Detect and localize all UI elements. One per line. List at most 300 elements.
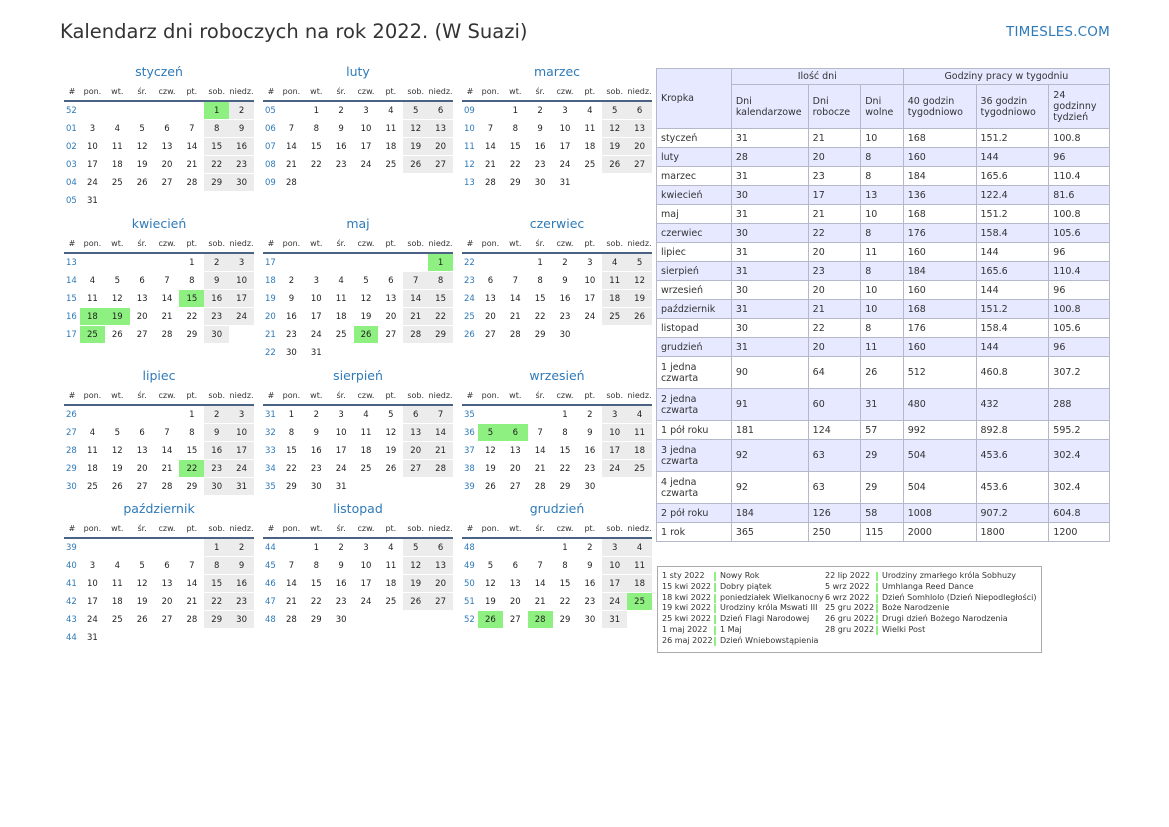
day-cell: 4 [89,427,96,438]
table-cell: 8 [861,148,903,167]
day-cell [478,539,503,556]
holidays-legend [657,566,1042,653]
day-cell: 2 [288,275,295,286]
day-cell [428,174,453,191]
day-cell [627,326,652,343]
table-cell: 20 [808,281,861,300]
week-number-header: # [267,390,275,400]
day-cell: 26 [602,156,627,173]
day-cell [528,406,553,423]
day-cell: 4 [627,539,652,556]
day-cell: 15 [534,293,546,304]
day-cell: 14 [286,578,297,589]
week-number: 30 [66,481,77,492]
day-cell: 29 [204,611,229,628]
week-number: 44 [66,632,77,643]
day-cell: 27 [403,460,428,477]
day-cell: 21 [509,311,521,322]
day-cell: 18 [602,290,627,307]
day-cell: 12 [136,578,148,589]
day-cell: 15 [310,578,322,589]
day-cell: 14 [161,445,173,456]
holiday-day-cell: 25 [80,326,105,343]
table-cell: 176 [903,224,976,243]
day-cell [105,254,130,271]
weekday-label: pt. [186,390,198,400]
day-cell: 10 [602,557,627,574]
period-label: 1 pół roku [657,421,732,440]
weekday-label: sob. [606,390,624,400]
month-listopad [263,501,453,629]
day-cell: 17 [229,442,254,459]
holiday-name: Drugi dzień Bożego Narodzenia [882,614,1008,624]
holiday-date: 22 lip 2022 [825,571,871,580]
weekday-label: niedz. [428,86,453,96]
day-cell: 13 [136,293,148,304]
table-cell: 63 [808,472,861,504]
day-cell: 3 [363,542,369,553]
day-cell: 10 [360,560,372,571]
weekday-header [462,82,652,102]
table-cell: 122.4 [976,186,1049,205]
day-cell [229,326,254,343]
day-cell [528,539,553,556]
holiday-name: Dzień Flagi Narodowej [720,614,810,624]
day-cell: 3 [602,539,627,556]
holiday-marker [714,604,716,613]
day-cell: 20 [485,311,496,322]
table-cell: 17 [808,186,861,205]
table-cell: 1800 [976,523,1049,542]
week-number: 11 [464,141,475,152]
day-cell [329,344,354,361]
day-cell: 11 [627,424,652,441]
day-cell: 2 [229,102,254,119]
day-cell [304,174,329,191]
day-cell: 26 [136,614,148,625]
day-cell [403,254,428,271]
day-cell: 23 [204,308,229,325]
day-cell: 2 [537,105,543,116]
day-cell: 6 [428,102,453,119]
day-cell: 3 [587,257,593,268]
day-cell [204,629,229,646]
day-cell: 11 [87,293,98,304]
table-cell: 21 [808,300,861,319]
table-row [657,243,1110,262]
day-cell: 7 [487,123,494,134]
month-lipiec [64,368,254,496]
day-cell: 7 [288,560,295,571]
month-grid [263,254,453,362]
weekday-label: pt. [186,86,198,96]
week-number: 22 [265,347,276,358]
table-cell: 13 [861,186,903,205]
week-number: 16 [66,311,77,322]
week-number: 42 [66,596,77,607]
week-number: 10 [464,123,475,134]
holiday-date: 5 wrz 2022 [825,581,870,591]
day-cell [279,102,304,119]
day-cell: 28 [534,481,546,492]
day-cell: 8 [313,123,319,134]
month-grid [462,539,652,629]
day-cell: 9 [338,560,344,571]
day-cell: 7 [164,427,170,438]
day-cell: 5 [114,275,120,286]
day-cell: 12 [136,141,148,152]
table-cell: 31 [731,262,808,281]
day-cell: 2 [338,105,344,116]
day-cell [80,102,105,119]
day-cell: 9 [204,424,229,441]
week-number: 13 [66,257,77,268]
day-cell: 26 [627,308,652,325]
day-cell: 31 [310,347,322,358]
day-cell: 31 [559,177,571,188]
holiday-day-cell: 15 [179,290,204,307]
day-cell: 8 [562,427,568,438]
table-cell: 181 [731,421,808,440]
day-cell: 23 [335,596,347,607]
table-cell: 31 [861,389,903,421]
week-number: 48 [464,542,475,553]
day-cell: 28 [161,481,173,492]
day-cell: 12 [627,272,652,289]
table-cell: 453.6 [976,440,1049,472]
holiday-name: 1 Maj [720,624,742,634]
holiday-day-cell: 5 [478,424,503,441]
day-cell: 7 [512,275,518,286]
weekday-label: niedz. [229,390,254,400]
weekday-label: niedz. [229,238,254,248]
day-cell: 19 [485,596,496,607]
day-cell: 18 [584,141,596,152]
day-cell: 13 [627,120,652,137]
table-cell: 10 [861,205,903,224]
table-cell: 20 [808,338,861,357]
weekday-label: śr. [137,523,147,533]
day-cell: 1 [313,542,319,553]
table-cell: 29 [861,440,903,472]
day-cell: 6 [627,102,652,119]
day-cell: 18 [335,311,347,322]
table-cell: 160 [903,338,976,357]
table-row [657,224,1110,243]
table-cell: 30 [731,186,808,205]
day-cell: 13 [385,293,397,304]
table-cell: 23 [808,262,861,281]
table-cell: 92 [731,440,808,472]
hours-group-header: Godziny pracy w tygodniu [903,69,1109,85]
day-cell: 20 [403,442,428,459]
week-number: 51 [464,596,475,607]
day-cell: 24 [559,159,571,170]
day-cell: 21 [428,442,453,459]
day-cell: 27 [136,481,148,492]
week-number: 36 [464,427,475,438]
day-cell: 1 [512,105,518,116]
day-cell: 8 [428,272,453,289]
weekday-label: niedz. [627,523,652,533]
table-cell: 158.4 [976,319,1049,338]
day-cell: 6 [164,560,170,571]
day-cell: 2 [338,542,344,553]
day-cell: 17 [602,442,627,459]
day-cell: 26 [485,481,496,492]
table-cell: 31 [731,167,808,186]
day-cell: 3 [313,275,319,286]
day-cell [105,406,130,423]
day-cell: 21 [534,596,546,607]
table-row [657,440,1110,472]
day-cell: 4 [114,123,120,134]
day-cell: 3 [89,123,96,134]
day-cell [179,539,204,556]
weekday-label: pon. [282,390,301,400]
holiday-day-cell: 26 [478,611,503,628]
month-grid [64,539,254,647]
day-cell: 31 [87,195,98,206]
day-cell: 3 [602,406,627,423]
day-cell: 20 [428,138,453,155]
week-number: 32 [265,427,276,438]
day-cell: 20 [428,575,453,592]
day-cell: 26 [111,329,123,340]
day-cell: 23 [534,159,546,170]
table-cell: 100.8 [1049,129,1110,148]
table-cell: 96 [1049,148,1110,167]
table-cell: 604.8 [1049,504,1110,523]
table-cell: 11 [861,243,903,262]
day-cell: 27 [385,329,397,340]
day-cell: 23 [286,329,297,340]
week-number: 17 [265,257,276,268]
weekday-label: sob. [407,523,425,533]
day-cell: 18 [385,141,397,152]
day-cell: 3 [229,254,254,271]
month-name: styczeń [135,64,183,79]
period-label: styczeń [657,129,732,148]
week-number: 38 [464,463,475,474]
weekday-label: śr. [137,390,147,400]
day-cell: 11 [87,445,98,456]
week-number: 04 [66,177,77,188]
day-cell: 22 [559,596,571,607]
day-cell: 14 [509,293,521,304]
day-cell: 9 [338,123,344,134]
week-number-header: # [68,390,76,400]
week-number: 09 [265,177,276,188]
month-marzec [462,64,652,192]
day-cell: 27 [161,177,173,188]
day-cell: 22 [428,308,453,325]
weekday-label: pt. [584,86,596,96]
weekday-label: pt. [385,86,397,96]
day-cell: 20 [161,596,173,607]
day-cell [354,174,379,191]
day-cell: 22 [509,159,521,170]
holiday-entry [825,603,1040,614]
day-cell: 4 [587,105,593,116]
day-cell: 6 [139,275,145,286]
month-name: lipiec [142,368,176,383]
weekday-label: pt. [186,238,198,248]
day-cell: 19 [403,575,428,592]
day-cell: 30 [204,478,229,495]
day-cell: 23 [310,463,322,474]
holiday-entry [662,571,827,582]
table-row [657,129,1110,148]
week-number: 40 [66,560,77,571]
weekday-header [64,386,254,406]
weekday-label: śr. [137,86,147,96]
week-number: 35 [464,409,475,420]
day-cell: 9 [204,272,229,289]
holiday-entry [825,625,1040,636]
day-cell: 11 [385,560,397,571]
month-name: wrzesień [529,368,585,383]
day-cell: 5 [403,102,428,119]
day-cell: 28 [286,614,297,625]
day-cell [403,611,428,628]
weekday-label: pt. [385,390,397,400]
day-cell: 16 [204,290,229,307]
week-number: 52 [66,105,77,116]
weekday-label: czw. [158,523,176,533]
weekday-label: wt. [111,86,124,96]
day-cell: 15 [509,141,521,152]
table-cell: 57 [861,421,903,440]
day-cell [403,174,428,191]
day-cell [403,344,428,361]
weekday-label: czw. [556,238,574,248]
table-cell: 907.2 [976,504,1049,523]
table-cell: 1008 [903,504,976,523]
day-cell: 7 [189,123,195,134]
month-name: grudzień [529,501,585,516]
table-cell: 91 [731,389,808,421]
table-cell: 432 [976,389,1049,421]
holiday-day-cell: 1 [428,254,453,271]
period-label: czerwiec [657,224,732,243]
day-cell: 25 [87,481,98,492]
table-cell: 160 [903,148,976,167]
day-cell: 3 [363,105,369,116]
month-name: czerwiec [529,216,585,231]
table-cell: 31 [731,243,808,262]
week-number: 50 [464,578,475,589]
table-cell: 176 [903,319,976,338]
weekday-label: pt. [385,523,397,533]
holiday-day-cell: 28 [528,611,553,628]
day-cell: 1 [288,409,295,420]
holiday-day-cell: 1 [204,102,229,119]
day-cell: 7 [537,560,543,571]
day-cell: 14 [186,578,198,589]
month-grid [462,406,652,496]
holiday-day-cell: 18 [80,308,105,325]
day-cell: 5 [363,275,369,286]
day-cell [354,344,379,361]
week-number: 26 [464,329,475,340]
week-number: 41 [66,578,77,589]
day-cell: 19 [602,138,627,155]
table-cell: 22 [808,319,861,338]
day-cell: 8 [313,560,319,571]
day-cell: 24 [360,596,372,607]
day-cell [130,406,155,423]
weekday-label: czw. [357,86,375,96]
table-cell: 11 [861,338,903,357]
month-grid [263,539,453,629]
weekday-header [263,386,453,406]
table-cell: 124 [808,421,861,440]
week-number: 37 [464,445,475,456]
day-cell: 4 [388,105,394,116]
day-cell: 13 [428,120,453,137]
table-cell: 160 [903,281,976,300]
day-cell [627,611,652,628]
weekday-label: niedz. [428,523,453,533]
month-grid [263,102,453,192]
day-cell [155,192,180,209]
weekday-label: czw. [556,523,574,533]
day-cell: 20 [509,463,521,474]
month-kwiecień [64,216,254,344]
weekday-label: wt. [509,86,522,96]
brand-link[interactable]: TIMESLES.COM [1006,24,1110,40]
holiday-entry [662,593,827,604]
weekday-header [263,234,453,254]
day-cell: 2 [313,409,319,420]
day-cell: 17 [229,290,254,307]
day-cell: 8 [204,120,229,137]
day-cell: 14 [534,578,546,589]
weekday-label: sob. [606,523,624,533]
day-cell: 18 [627,575,652,592]
weekday-label: pt. [385,238,397,248]
weekday-header [462,234,652,254]
day-cell: 28 [428,460,453,477]
holiday-marker [876,626,878,635]
table-cell: 365 [731,523,808,542]
day-cell: 19 [627,290,652,307]
day-cell: 18 [627,442,652,459]
holiday-marker [714,583,716,592]
column-header: Dni wolne [861,85,903,129]
table-cell: 10 [861,281,903,300]
day-cell [503,539,528,556]
table-cell: 20 [808,243,861,262]
day-cell: 17 [360,578,372,589]
holiday-entry [825,582,1040,593]
week-number-header: # [466,523,474,533]
month-grudzień [462,501,652,629]
day-cell [329,254,354,271]
weekday-header [64,82,254,102]
day-cell: 2 [562,257,568,268]
holiday-marker [714,637,716,646]
day-cell: 12 [385,427,397,438]
table-cell: 144 [976,148,1049,167]
day-cell: 17 [602,575,627,592]
day-cell: 11 [584,123,596,134]
day-cell: 1 [537,257,543,268]
day-cell: 10 [229,272,254,289]
weekday-label: pon. [83,86,102,96]
day-cell: 30 [584,614,596,625]
